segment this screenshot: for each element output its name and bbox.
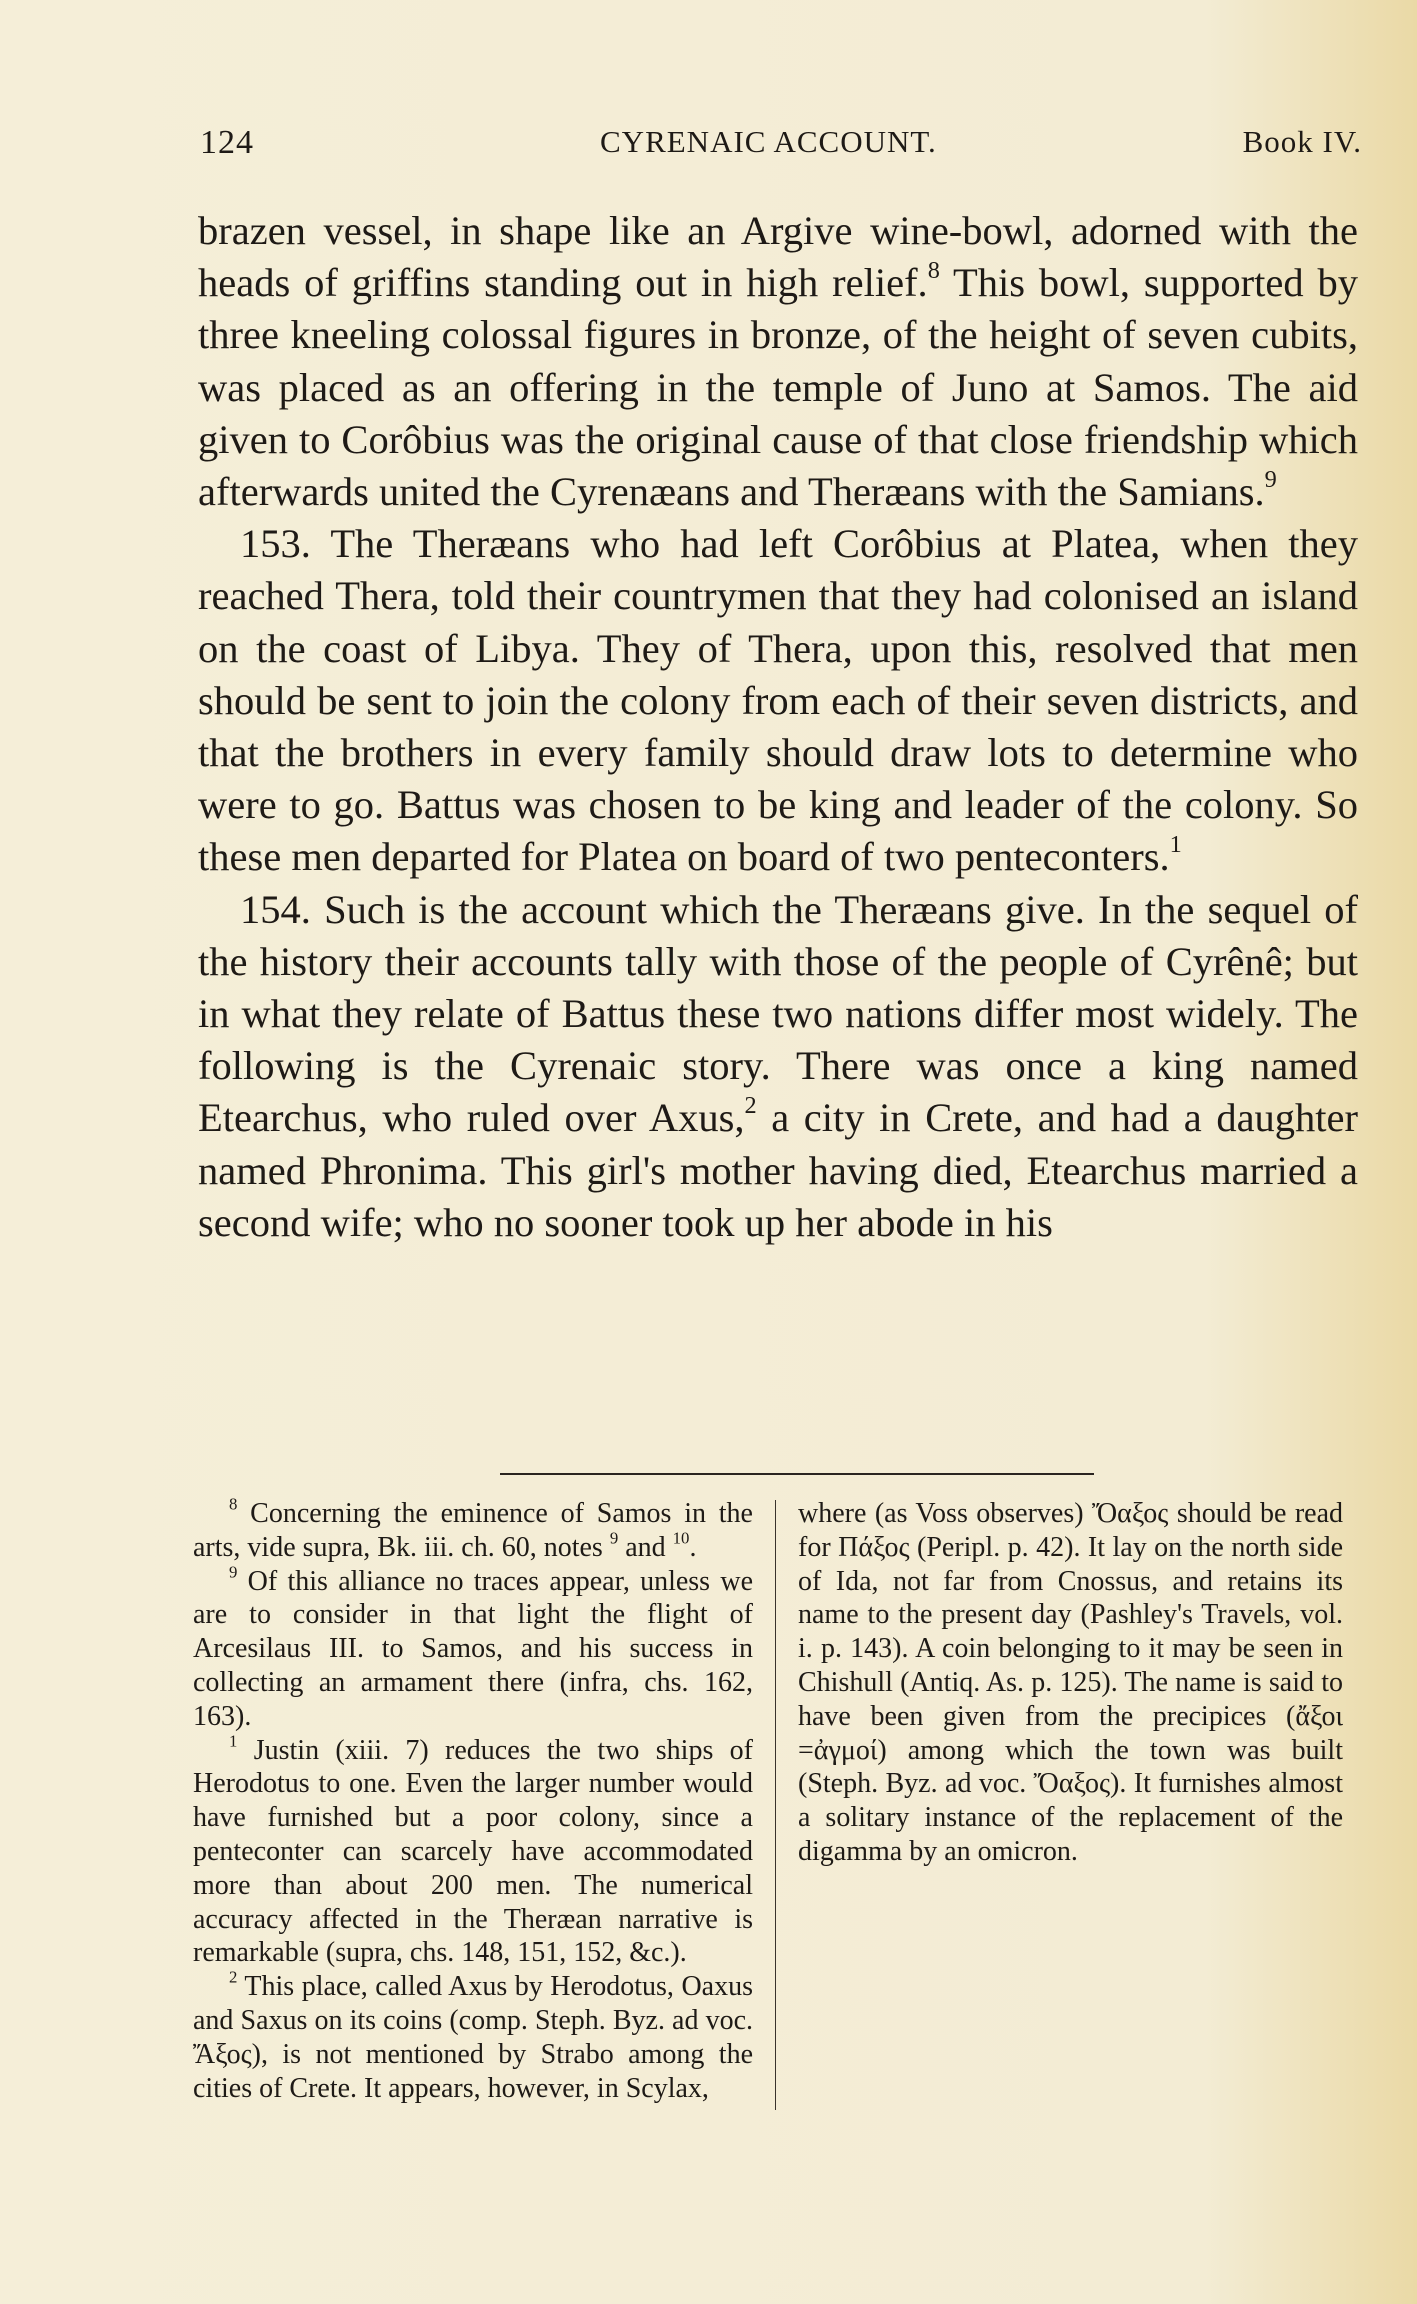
footnote-ref: 8 [927, 256, 940, 284]
text-run: This bowl, supported by three kneeling colossal figures in bronze, of the height of seven cubits, was placed as an offering in the temple of Juno at Samos. The aid given to Corôbius was the original cause of that close friendship which afterwards united the Cyrenæans and Theræans with the Samians. [198, 260, 1358, 515]
footnote-ref: 10 [672, 1528, 690, 1548]
running-title: CYRENAIC ACCOUNT. [600, 124, 937, 159]
footnote-ref: 2 [744, 1092, 757, 1120]
footnote-mark: 9 [229, 1562, 238, 1581]
footnote-text: Justin (xiii. 7) reduces the two ships of Herodotus to one. Even the larger number would have furnished but a poor colony, since a penteconter can scarcely have accommodated more than about 200 men. The numerical accuracy affected in the Theræan narrative is remarkable (supra, chs. 148, 151, 152, &c.). [193, 1734, 753, 1969]
running-header [200, 124, 1370, 164]
footnote-text: Of this alliance no traces appear, unless we are to consider in that light the flight of Arcesilaus III. to Samos, and his success in collecting an armament there (infra, chs. 162, 163). [193, 1565, 753, 1732]
footnotes-left-column [193, 1494, 753, 2105]
footnote-1 [193, 1730, 753, 1971]
footnote-text: Concerning the eminence of Samos in the arts, vide supra, Bk. iii. ch. 60, notes [193, 1498, 753, 1563]
footnote-9 [193, 1562, 753, 1734]
footnote-8 [193, 1494, 753, 1565]
footnote-ref: 1 [1169, 831, 1182, 859]
footnotes-right-column [798, 1497, 1343, 1869]
book-label: Book IV. [1242, 124, 1362, 159]
footnote-2 [193, 1967, 753, 2105]
footnote-mark: 1 [229, 1730, 238, 1750]
footnote-2-continued: where (as Voss observes) Ὄαξος should be read for Πάξος (Peripl. p. 42). It lay on the north side of Ida, not far from Cnossus, and retains its name to the present day (Pashley's Travels, vol. i. p. 143). A coin belonging to it may be seen in Chishull (Antiq. As. p. 125). The name is said to have been given from the precipices (ἄξοι =ἀγμοί) among which the town was built (Steph. Byz. ad voc. Ὄαξος). It furnishes almost a solitary instance of the replacement of the digamma by an omicron. [798, 1498, 1343, 1867]
footnote-ref: 9 [1264, 465, 1277, 493]
text-run: 154. Such is the account which the Theræans give. In the sequel of the history their accounts tally with those of the people of Cyrênê; but in what they relate of Battus these two nations differ most widely. The following is the Cyrenaic story. There was once a king named Etearchus, who ruled over Axus, [198, 886, 1358, 1141]
text-run: brazen vessel, in shape like an Argive wine-bowl, adorned with the heads of griffins standing out in high relief. [198, 208, 1358, 306]
paragraph-153 [198, 518, 1358, 883]
paragraph-152-end [198, 205, 1358, 518]
paragraph-154 [198, 884, 1358, 1249]
text-run: a city in Crete, and had a daughter named Phronima. This girl's mother having died, Etearchus married a second wife; who no sooner took up her abode in his [198, 1095, 1359, 1245]
footnote-ref: 9 [609, 1528, 619, 1548]
text-run: 153. The Theræans who had left Corôbius at Platea, when they reached Thera, told their countrymen that they had colonised an island on the coast of Libya. They of Thera, upon this, resolved that men should be sent to join the colony from each of their seven districts, and that the brothers in every family should draw lots to determine who were to go. Battus was chosen to be king and leader of the colony. So these men departed for Platea on board of two penteconters. [198, 521, 1358, 880]
footnote-rule [500, 1473, 1094, 1475]
footnote-text: . [689, 1531, 697, 1563]
page-number: 124 [200, 124, 254, 161]
main-text [198, 205, 1358, 1249]
footnote-mark: 2 [229, 1967, 238, 1987]
footnote-mark: 8 [229, 1494, 238, 1514]
column-divider [775, 1500, 776, 2110]
footnote-text: This place, called Axus by Herodotus, Oaxus and Saxus on its coins (comp. Steph. Byz. ad voc. Ἄξος), is not mentioned by Strabo among the cities of Crete. It appears, however, in Scylax, [193, 1971, 753, 2104]
footnote-text: and [618, 1531, 673, 1563]
